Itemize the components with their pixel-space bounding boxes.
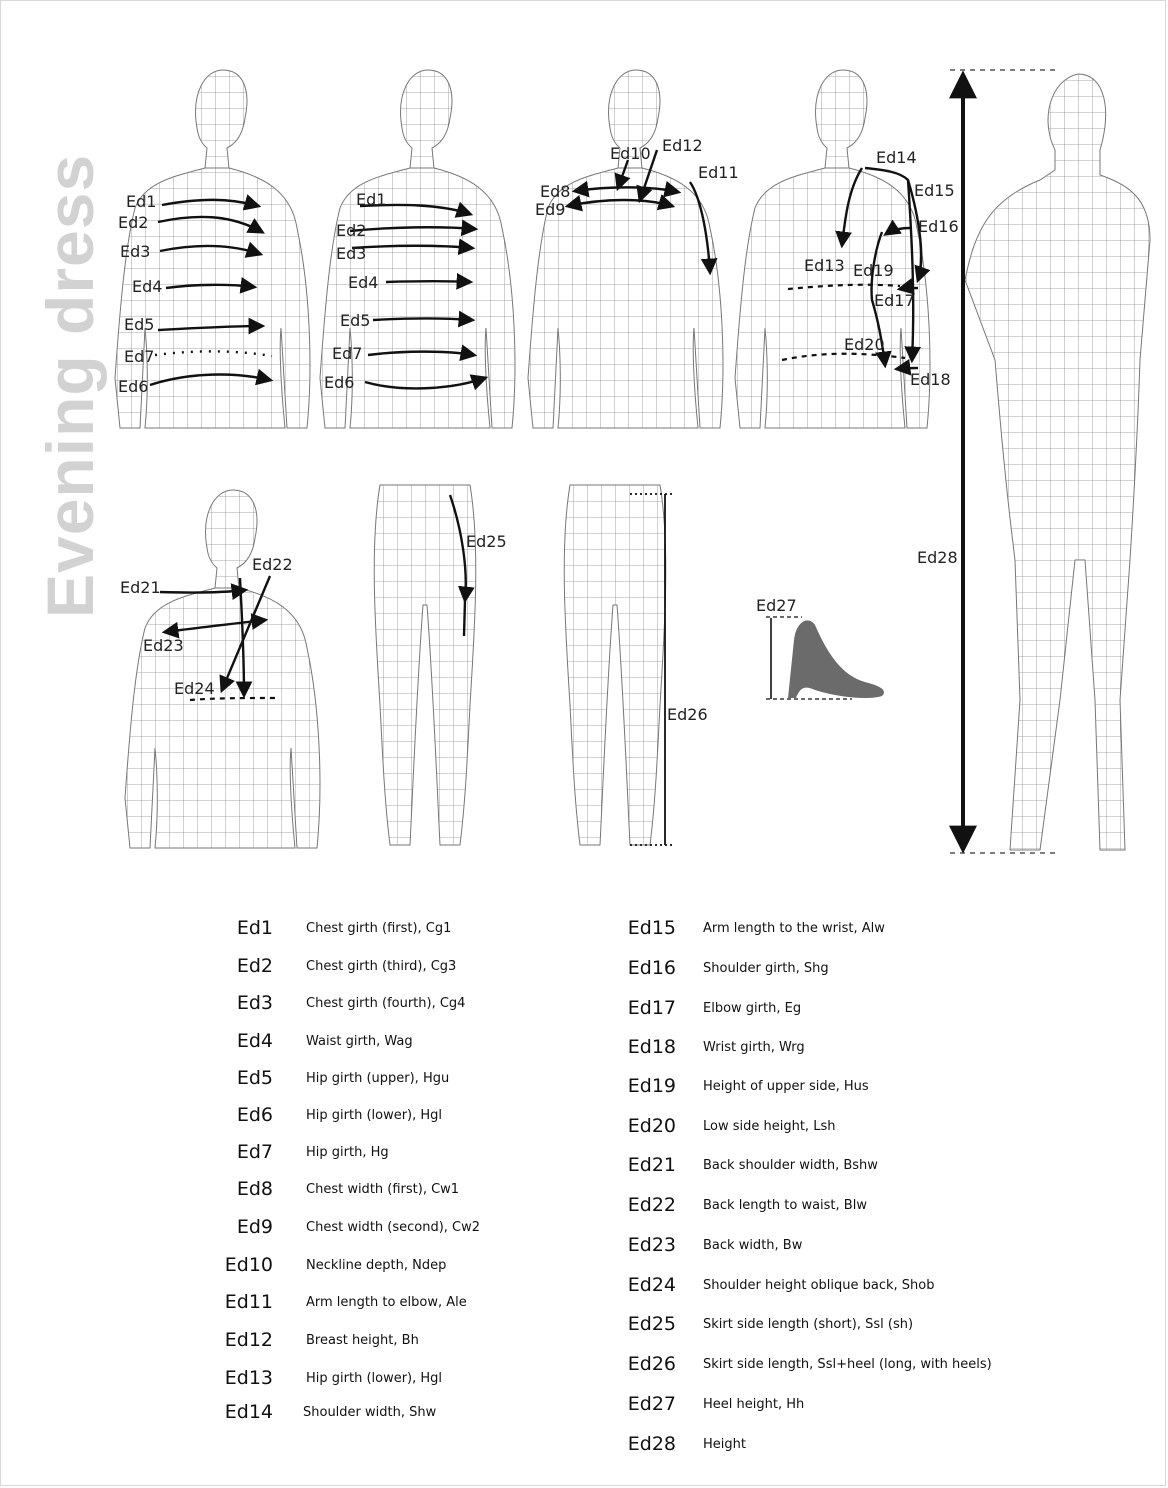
label-ed24 [174, 679, 215, 698]
label-ed14 [876, 148, 917, 167]
svg-text:Ed1: Ed1 [356, 190, 387, 209]
figure-legs-long-skirt [564, 485, 672, 845]
label-ed1 [126, 192, 156, 211]
svg-text:Ed23: Ed23 [143, 636, 184, 655]
svg-text:Ed27: Ed27 [756, 596, 797, 615]
svg-text:Ed10: Ed10 [610, 144, 651, 163]
svg-text:Ed14: Ed14 [876, 148, 917, 167]
svg-text:Ed13: Ed13 [804, 256, 845, 275]
label-ed7-back [332, 344, 362, 363]
svg-text:Ed28: Ed28 [917, 548, 958, 567]
svg-text:Ed20: Ed20 [844, 335, 885, 354]
svg-text:Ed5: Ed5 [124, 315, 155, 334]
label-ed15 [914, 181, 955, 200]
svg-text:Ed24: Ed24 [174, 679, 215, 698]
svg-text:Ed6: Ed6 [118, 377, 149, 396]
svg-text:Ed2: Ed2 [118, 213, 149, 232]
legend-row: Ed5 Hip girth (upper), Hgu [236, 1067, 450, 1089]
legend-row: Ed15 Arm length to the wrist, Alw [627, 917, 885, 939]
svg-text:Ed6: Ed6 [324, 373, 355, 392]
label-ed21 [120, 578, 161, 597]
label-ed16 [918, 217, 959, 236]
legend-row: Ed25 Skirt side length (short), Ssl (sh) [627, 1313, 914, 1335]
svg-text:Ed11: Ed11 [698, 163, 739, 182]
label-ed1-back [356, 190, 386, 209]
figure-legs-short-skirt [374, 485, 476, 845]
label-ed18 [910, 370, 951, 389]
svg-text:Ed1: Ed1 [126, 192, 157, 211]
label-ed3 [120, 242, 150, 261]
legend-row: Ed13 Hip girth (lower), Hgl [224, 1367, 443, 1389]
label-ed12 [662, 136, 703, 155]
label-ed11 [698, 163, 739, 182]
svg-text:Ed12: Ed12 [662, 136, 703, 155]
legend-row: Ed26 Skirt side length, Ssl+heel (long, with heels) [627, 1353, 992, 1375]
svg-text:Ed4: Ed4 [348, 273, 379, 292]
label-ed5 [124, 315, 154, 334]
figure-full-body [950, 70, 1150, 853]
label-ed2 [118, 213, 148, 232]
label-ed4-back [348, 273, 378, 292]
figure-heel [766, 617, 884, 699]
svg-text:Ed5: Ed5 [340, 311, 371, 330]
label-ed26 [667, 705, 708, 724]
svg-text:Ed3: Ed3 [336, 244, 367, 263]
legend-row: Ed1 Chest girth (first), Cg1 [236, 917, 452, 939]
legend-row: Ed2 Chest girth (third), Cg3 [236, 955, 457, 977]
legend-row: Ed4 Waist girth, Wag [236, 1030, 413, 1052]
label-ed20 [844, 335, 885, 354]
legend-row: Ed14 Shoulder width, Shw [224, 1401, 437, 1423]
figure-back-shoulders [125, 490, 320, 848]
svg-text:Ed9: Ed9 [535, 200, 566, 219]
figure-shoulder-arm [735, 70, 930, 428]
label-ed7 [124, 347, 154, 366]
legend-row: Ed22 Back length to waist, Blw [627, 1194, 867, 1216]
legend-row: Ed8 Chest width (first), Cw1 [236, 1178, 460, 1200]
svg-text:Ed25: Ed25 [466, 532, 507, 551]
svg-text:Ed4: Ed4 [132, 277, 163, 296]
label-ed27 [756, 596, 797, 615]
legend-row: Ed11 Arm length to elbow, Ale [224, 1291, 467, 1313]
svg-text:Ed16: Ed16 [918, 217, 959, 236]
legend-row: Ed10 Neckline depth, Ndep [224, 1254, 447, 1276]
legend-row: Ed27 Heel height, Hh [627, 1393, 805, 1415]
label-ed3-back [336, 244, 366, 263]
label-ed2-back [336, 221, 366, 240]
legend-row: Ed17 Elbow girth, Eg [627, 997, 802, 1019]
svg-text:Ed7: Ed7 [332, 344, 363, 363]
legend-row: Ed18 Wrist girth, Wrg [627, 1036, 805, 1058]
label-ed10 [610, 144, 651, 163]
label-ed28 [917, 548, 958, 567]
svg-text:Ed18: Ed18 [910, 370, 951, 389]
label-ed5-back [340, 311, 370, 330]
svg-text:Ed22: Ed22 [252, 555, 293, 574]
svg-text:Ed19: Ed19 [853, 261, 894, 280]
legend-row: Ed7 Hip girth, Hg [236, 1141, 389, 1163]
page-title: Evening dress [33, 153, 107, 618]
label-ed6-back [324, 373, 354, 392]
label-ed8 [540, 182, 570, 201]
legend-row: Ed9 Chest width (second), Cw2 [236, 1216, 481, 1238]
legend-row: Ed23 Back width, Bw [627, 1234, 803, 1256]
label-ed9 [535, 200, 565, 219]
label-ed22 [252, 555, 293, 574]
svg-text:Ed15: Ed15 [914, 181, 955, 200]
figure-chest-widths [528, 70, 723, 428]
svg-text:Ed21: Ed21 [120, 578, 161, 597]
svg-text:Ed3: Ed3 [120, 242, 151, 261]
label-ed13 [804, 256, 845, 275]
legend-row: Ed6 Hip girth (lower), Hgl [236, 1104, 443, 1126]
legend-row: Ed12 Breast height, Bh [224, 1329, 419, 1351]
legend-row: Ed20 Low side height, Lsh [627, 1115, 836, 1137]
svg-text:Ed2: Ed2 [336, 221, 367, 240]
svg-text:Ed7: Ed7 [124, 347, 155, 366]
legend-row: Ed24 Shoulder height oblique back, Shob [627, 1274, 935, 1296]
svg-text:Ed26: Ed26 [667, 705, 708, 724]
label-ed6 [118, 377, 148, 396]
legend-row: Ed21 Back shoulder width, Bshw [627, 1154, 878, 1176]
legend-row: Ed16 Shoulder girth, Shg [627, 957, 829, 979]
label-ed25 [466, 532, 507, 551]
svg-text:Ed17: Ed17 [874, 291, 915, 310]
legend-row: Ed28 Height [627, 1433, 746, 1455]
legend-row: Ed3 Chest girth (fourth), Cg4 [236, 992, 466, 1014]
label-ed4 [132, 277, 162, 296]
label-ed19 [853, 261, 894, 280]
svg-text:Ed8: Ed8 [540, 182, 571, 201]
label-ed17 [874, 291, 915, 310]
legend-row: Ed19 Height of upper side, Hus [627, 1075, 869, 1097]
label-ed23 [143, 636, 184, 655]
